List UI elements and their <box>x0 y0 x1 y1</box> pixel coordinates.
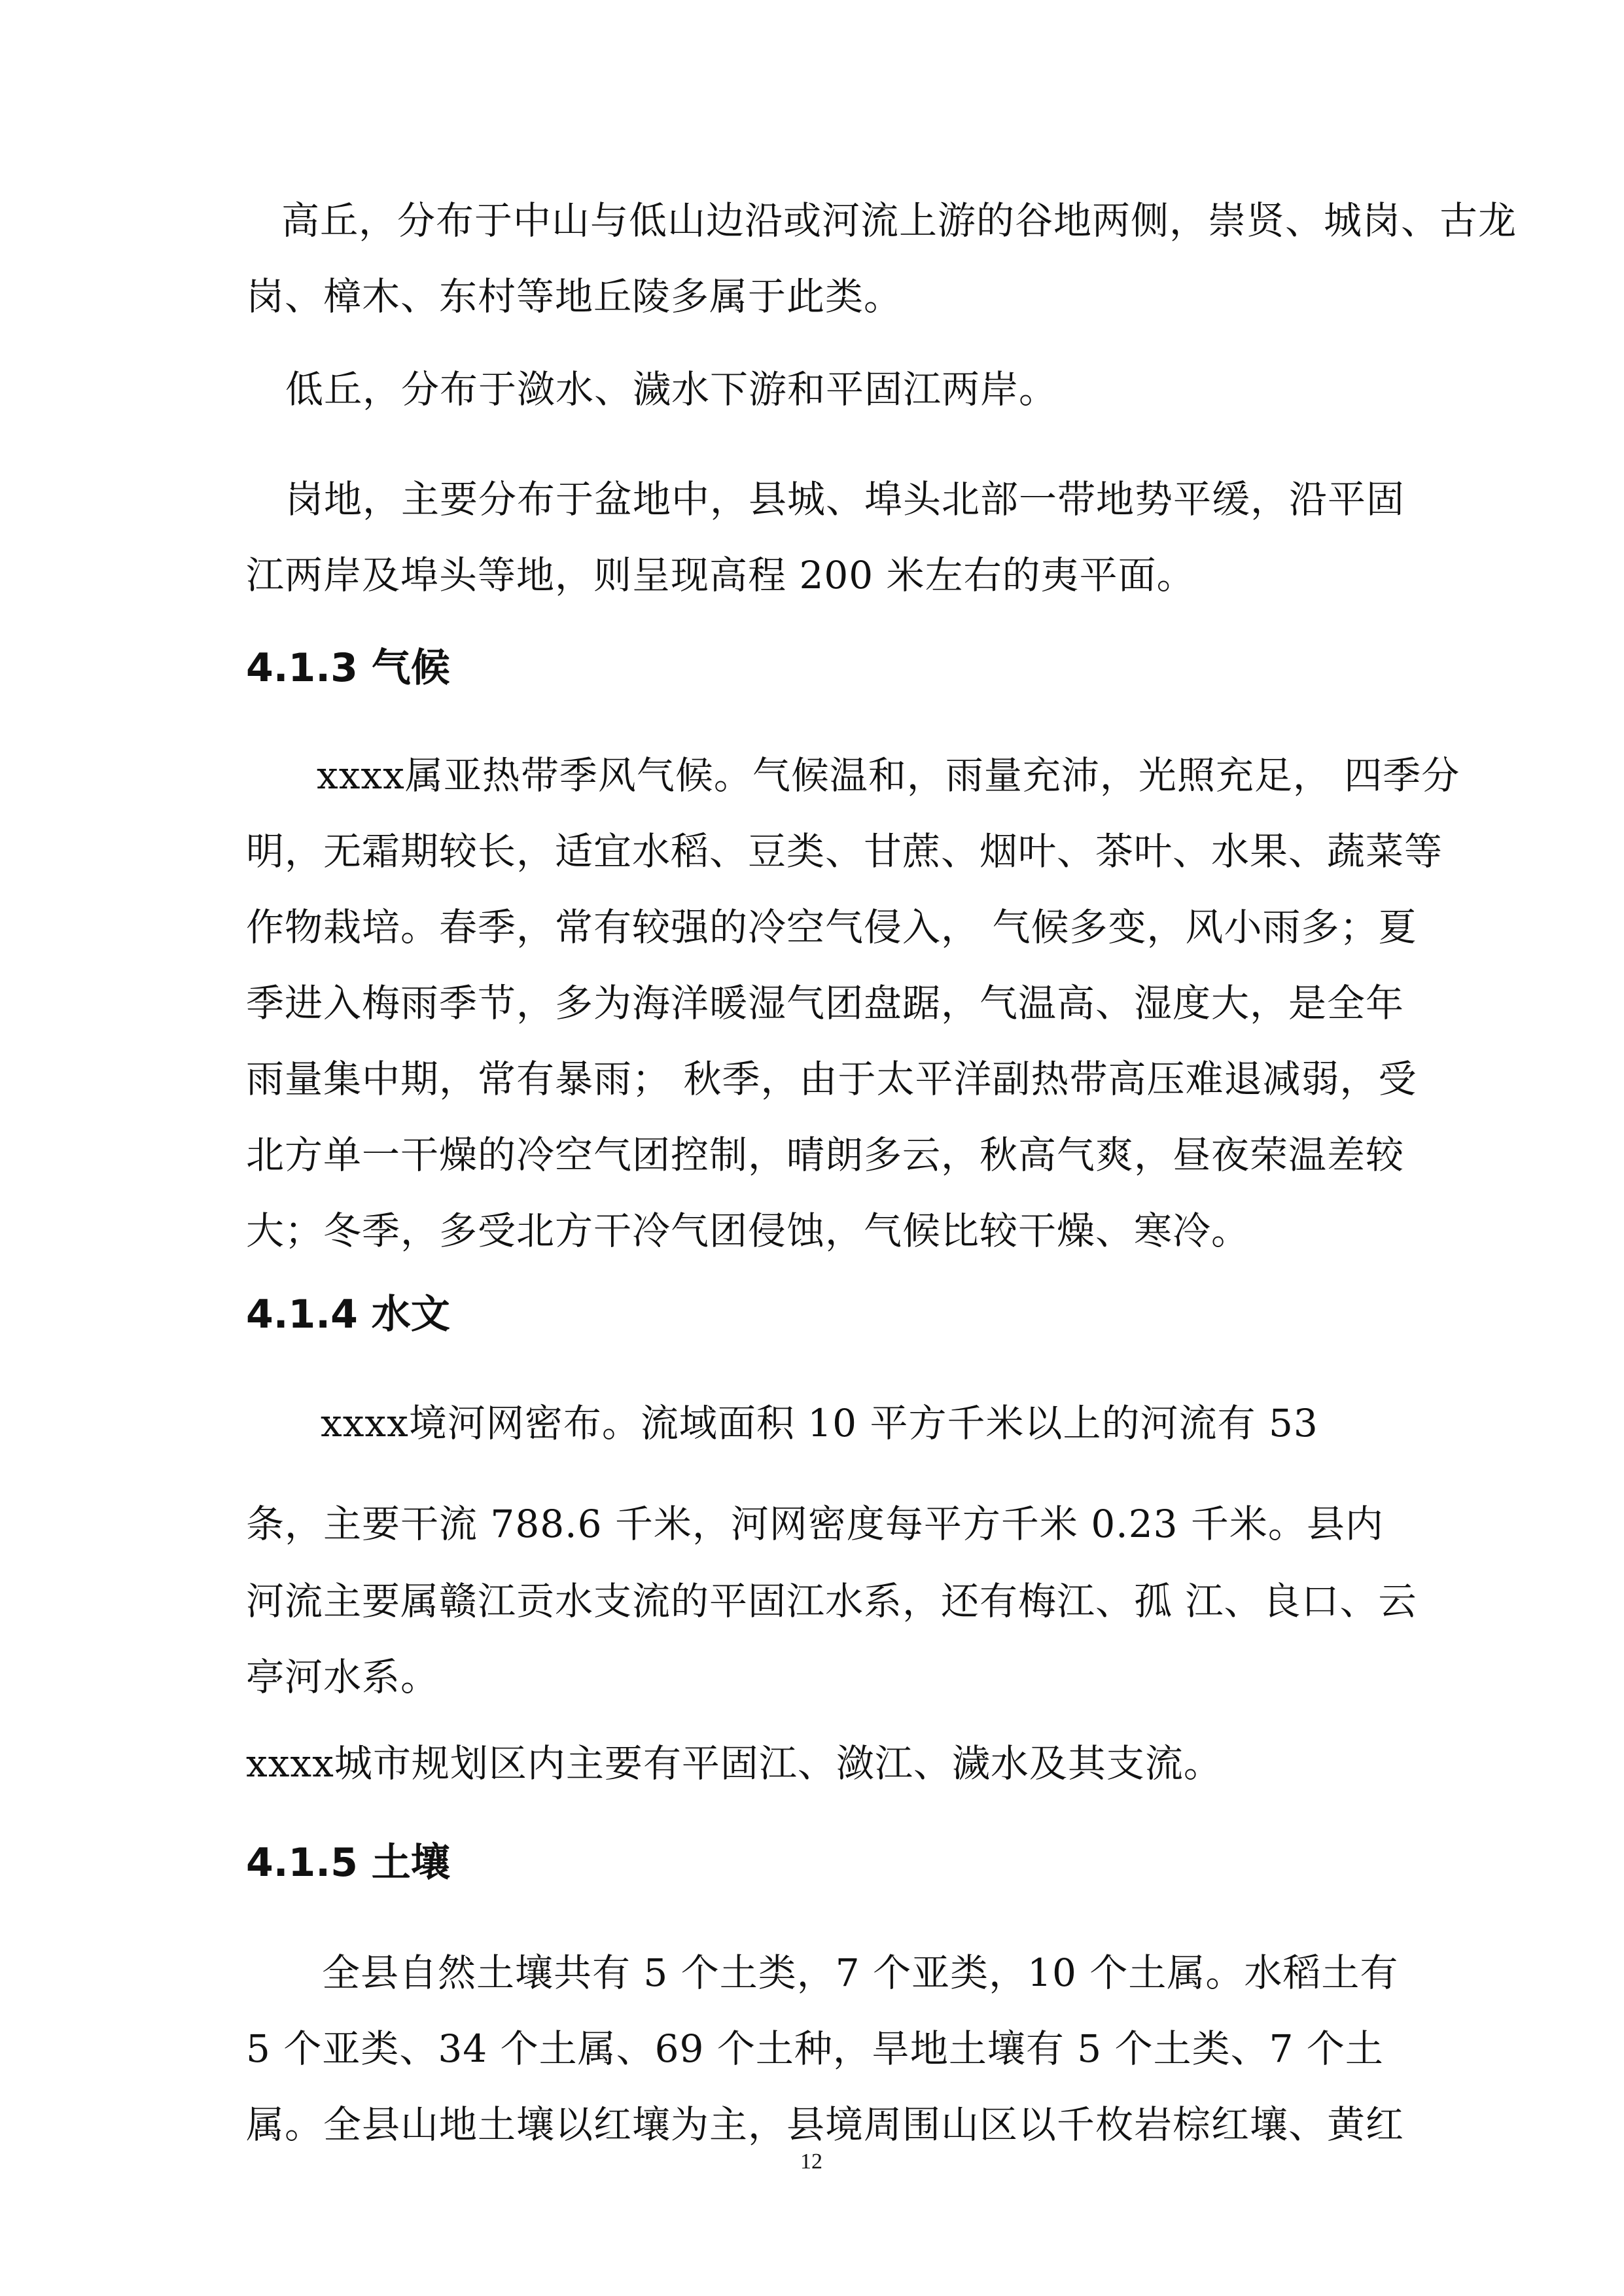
section-heading-hydrology: 4.1.4 水文 <box>246 1292 450 1337</box>
paragraph-climate-line-3: 作物栽培。春季，常有较强的冷空气侵入， 气候多变，风小雨多；夏 <box>246 905 1417 949</box>
paragraph-upland-line-1: 岗地，主要分布于盆地中，县城、埠头北部一带地势平缓，沿平固 <box>285 477 1405 521</box>
paragraph-hydrology-line-2: 条，主要干流 788.6 千米，河网密度每平方千米 0.23 千米。县内 <box>246 1502 1384 1546</box>
paragraph-soil-line-3: 属。全县山地土壤以红壤为主，县境周围山区以千枚岩棕红壤、黄红 <box>246 2102 1405 2147</box>
paragraph-high-hills-line-1: 高丘，分布于中山与低山边沿或河流上游的谷地两侧，崇贤、城岗、古龙 <box>281 198 1517 243</box>
paragraph-upland-line-2: 江两岸及埠头等地，则呈现高程 200 米左右的夷平面。 <box>246 553 1195 597</box>
paragraph-soil-line-1: 全县自然土壤共有 5 个土类，7 个亚类，10 个土属。水稻土有 <box>322 1951 1399 1995</box>
paragraph-climate-line-5: 雨量集中期，常有暴雨； 秋季，由于太平洋副热带高压难退减弱，受 <box>246 1057 1417 1101</box>
section-heading-soil: 4.1.5 土壤 <box>246 1840 450 1886</box>
paragraph-climate-line-6: 北方单一干燥的冷空气团控制，晴朗多云，秋高气爽，昼夜荣温差较 <box>246 1133 1405 1177</box>
page-number: 12 <box>800 2149 822 2174</box>
paragraph-hydrology-line-5: xxxx城市规划区内主要有平固江、潋江、濊水及其支流。 <box>246 1741 1222 1786</box>
paragraph-soil-line-2: 5 个亚类、34 个土属、69 个土种，旱地土壤有 5 个土类、7 个土 <box>246 2026 1384 2071</box>
paragraph-high-hills-line-2: 岗、樟木、东村等地丘陵多属于此类。 <box>246 274 903 319</box>
paragraph-hydrology-line-3: 河流主要属赣江贡水支流的平固江水系，还有梅江、孤 江、良口、云 <box>246 1579 1417 1623</box>
paragraph-climate-line-2: 明，无霜期较长，适宜水稻、豆类、甘蔗、烟叶、茶叶、水果、蔬菜等 <box>246 829 1443 874</box>
paragraph-low-hills: 低丘，分布于潋水、濊水下游和平固江两岸。 <box>285 367 1058 412</box>
section-heading-climate: 4.1.3 气候 <box>246 645 450 691</box>
paragraph-climate-line-4: 季进入梅雨季节，多为海洋暖湿气团盘踞，气温高、湿度大，是全年 <box>246 981 1405 1025</box>
paragraph-hydrology-line-1: xxxx境河网密布。流域面积 10 平方千米以上的河流有 53 <box>321 1401 1318 1445</box>
paragraph-climate-line-1: xxxx属亚热带季风气候。气候温和，雨量充沛，光照充足， 四季分 <box>317 753 1460 798</box>
paragraph-climate-line-7: 大；冬季，多受北方干冷气团侵蚀，气候比较干燥、寒冷。 <box>246 1209 1250 1253</box>
paragraph-hydrology-line-4: 亭河水系。 <box>246 1655 440 1699</box>
